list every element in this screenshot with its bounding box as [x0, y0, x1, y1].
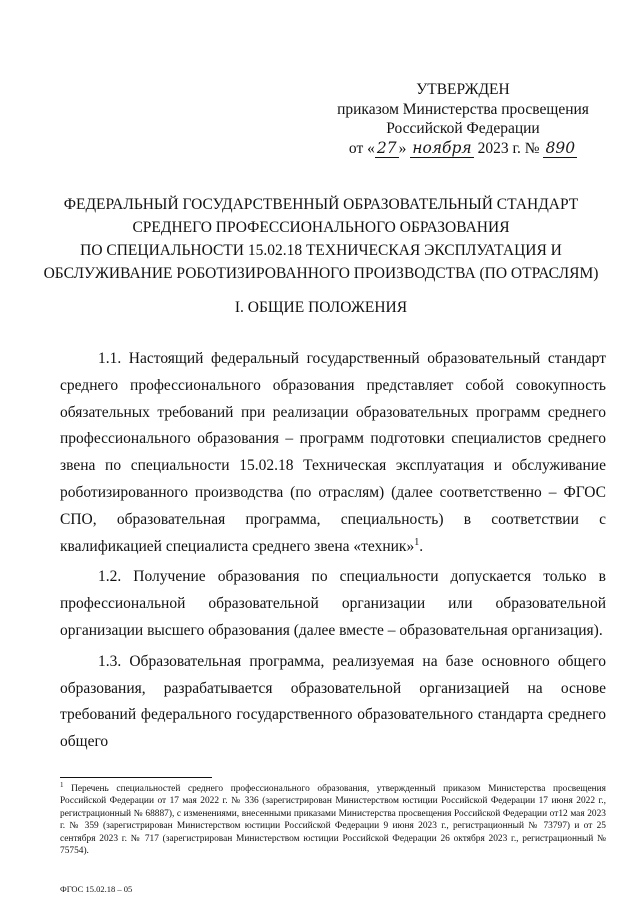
approval-heading: УТВЕРЖДЕН — [416, 81, 510, 98]
date-year: 2023 г. № — [477, 139, 540, 157]
handwritten-number: 890 — [545, 138, 576, 157]
date-prefix: от « — [348, 139, 375, 157]
date-quote-close: » — [398, 139, 407, 157]
approval-federation-line: Российской Федерации — [386, 120, 540, 137]
document-title — [30, 193, 612, 285]
title-line-4: ОБСЛУЖИВАНИЕ РОБОТИЗИРОВАННОГО ПРОИЗВОДСТВА (ПО ОТРАСЛЯМ) — [43, 265, 599, 282]
handwritten-month: ноября — [412, 138, 472, 157]
paragraph-1-3: 1.3. Образовательная программа, реализуемая на базе основного общего образования, разрабатывается образовательной организацией на основе требований федерального государственного образовательного стандарта среднего общего — [60, 652, 606, 751]
section-heading: I. ОБЩИЕ ПОЛОЖЕНИЯ — [234, 299, 408, 316]
footnote-marker: 1 — [60, 780, 64, 789]
paragraph-1-2: 1.2. Получение образования по специальности допускается только в профессиональной образовательной организации или образовательной организации высшего образования (далее вместе – образовательная организация). — [60, 568, 606, 639]
footnote-divider — [60, 777, 212, 778]
footnote — [60, 780, 606, 857]
approval-date-line — [318, 139, 608, 159]
footnote-text: Перечень специальностей среднего профессионального образования, утвержденный приказом Министерства просвещения Российской Федерации от 17 мая 2022 г. № 336 (зарегистрирован Министерством юстиции Российской Федерации 17 июня 2022 г., регистрационный № 68887), с изменениями, внесенными приказами Министерства просвещения Российской Федерации от12 мая 2023 г. № 359 (зарегистрирован Министерством юстиции Российской Федерации 9 июня 2023 г., регистрационный № 73797) и от 25 сентября 2023 г. № 717 (зарегистрирован Министерством юстиции Российской Федерации 26 октября 2023 г., регистрационный № 75754). — [60, 784, 606, 857]
approval-block — [318, 80, 608, 158]
title-line-1: ФЕДЕРАЛЬНЫЙ ГОСУДАРСТВЕННЫЙ ОБРАЗОВАТЕЛЬНЫЙ СТАНДАРТ — [63, 196, 579, 213]
document-body — [60, 346, 606, 760]
footnote-reference: 1 — [414, 536, 420, 548]
paragraph-1-1: 1.1. Настоящий федеральный государственный образовательный стандарт среднего профессионального образования представляет собой совокупность обязательных требований при реализации образовательных программ среднего профессионального образования – программ подготовки специалистов среднего звена по специальности 15.02.18 Техническая эксплуатация и обслуживание роботизированного производства (по отраслям) (далее соответственно – ФГОС СПО, образовательная программа, специальность) в соответствии с квалификацией специалиста среднего звена «техник»$^1$. — [60, 350, 606, 555]
handwritten-day: 27 — [376, 138, 397, 157]
page-footer: ФГОС 15.02.18 – 05 — [60, 884, 133, 894]
paragraph-1-1-text: 1.1. Настоящий федеральный государственный образовательный стандарт среднего профессионального образования представляет собой совокупность обязательных требований при реализации образовательных программ среднего профессионального образования – программ подготовки специалистов среднего звена по специальности 15.02.18 Техническая эксплуатация и обслуживание роботизированного производства (по отраслям) (далее соответственно – ФГОС СПО, образовательная программа, специальность) в соответствии с квалификацией специалиста среднего звена «техник» — [60, 350, 606, 555]
approval-order-line: приказом Министерства просвещения — [337, 100, 589, 118]
title-line-3: ПО СПЕЦИАЛЬНОСТИ 15.02.18 ТЕХНИЧЕСКАЯ ЭКСПЛУАТАЦИЯ И — [80, 242, 562, 259]
title-line-2: СРЕДНЕГО ПРОФЕССИОНАЛЬНОГО ОБРАЗОВАНИЯ — [132, 219, 510, 236]
